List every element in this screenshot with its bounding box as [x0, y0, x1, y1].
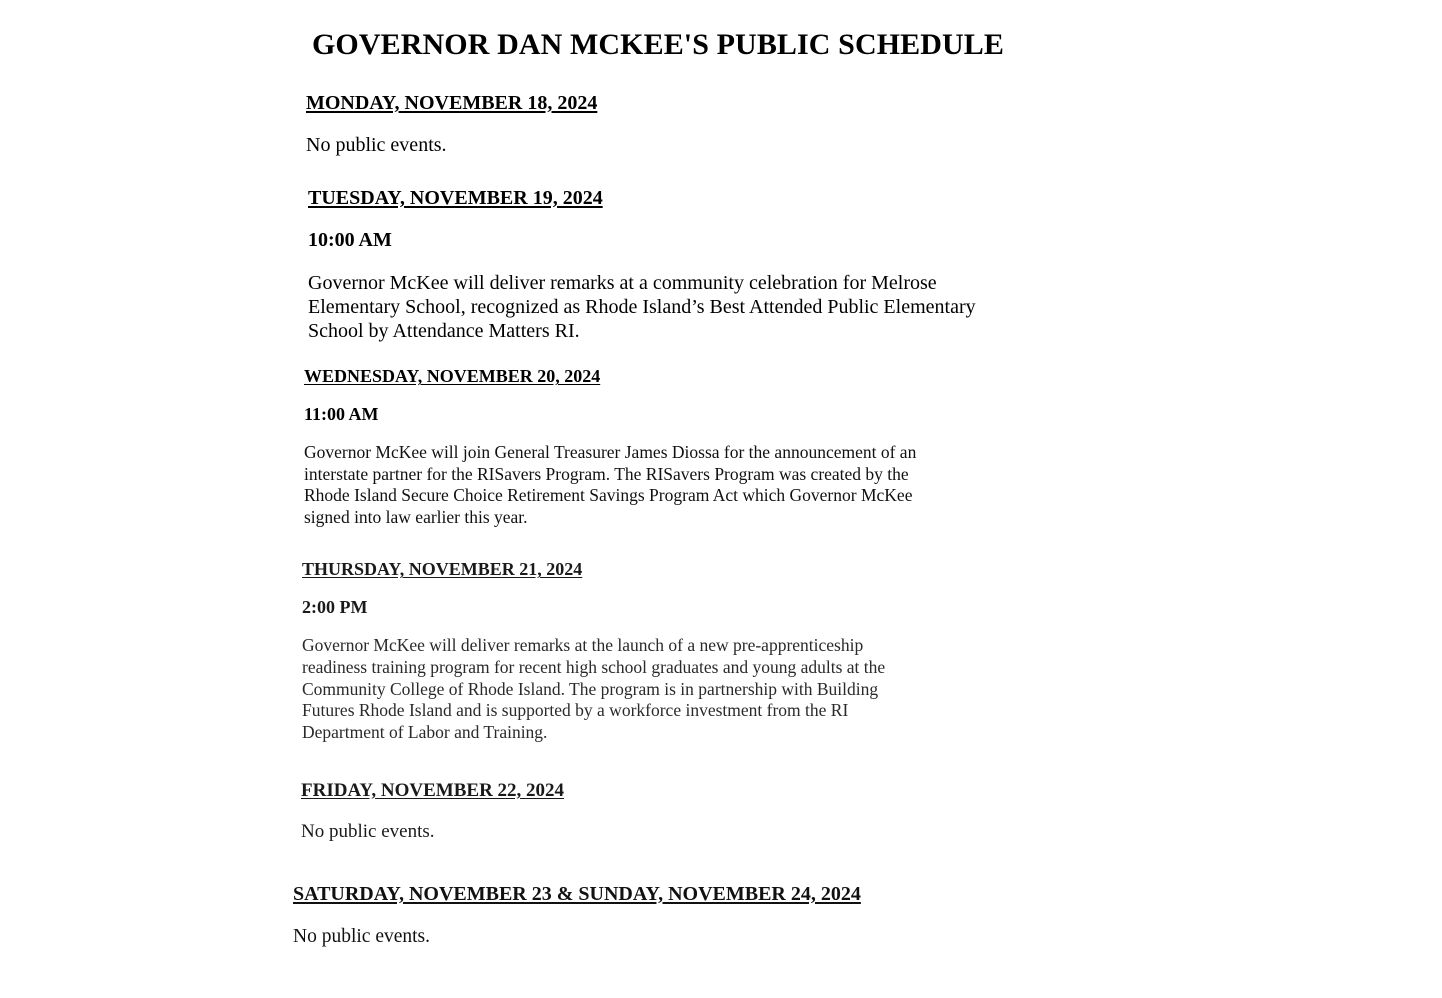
description-line: signed into law earlier this year.: [304, 507, 528, 528]
description-line: Governor McKee will deliver remarks at a community celebration for Melrose: [308, 272, 937, 294]
event-description-thursday: [302, 635, 885, 744]
day-heading-friday: FRIDAY, NOVEMBER 22, 2024: [301, 780, 565, 801]
day-note-weekend: No public events.: [293, 926, 431, 947]
event-description-wednesday: [304, 442, 916, 529]
description-line: interstate partner for the RISavers Program. The RISavers Program was created by the: [304, 463, 909, 484]
description-line: Elementary School, recognized as Rhode Island’s Best Attended Public Elementary: [308, 296, 976, 318]
event-time-wednesday: 11:00 AM: [304, 404, 379, 424]
event-time-tuesday: 10:00 AM: [308, 229, 392, 251]
description-line: readiness training program for recent high school graduates and young adults at the: [302, 656, 886, 677]
description-line: Department of Labor and Training.: [302, 722, 548, 743]
day-heading-wednesday: WEDNESDAY, NOVEMBER 20, 2024: [304, 366, 601, 386]
description-line: Futures Rhode Island and is supported by a workforce investment from the RI: [302, 700, 849, 721]
description-line: Rhode Island Secure Choice Retirement Savings Program Act which Governor McKee: [304, 485, 913, 506]
day-note-friday: No public events.: [301, 821, 435, 842]
event-description-tuesday: [308, 271, 976, 343]
page-title: GOVERNOR DAN MCKEE'S PUBLIC SCHEDULE: [312, 28, 1005, 61]
event-time-thursday: 2:00 PM: [302, 597, 368, 617]
description-line: Governor McKee will join General Treasurer James Diossa for the announcement of an: [304, 442, 917, 462]
day-heading-monday: MONDAY, NOVEMBER 18, 2024: [306, 92, 598, 114]
day-heading-tuesday: TUESDAY, NOVEMBER 19, 2024: [308, 187, 603, 209]
day-note-monday: No public events.: [306, 134, 447, 156]
day-heading-weekend: SATURDAY, NOVEMBER 23 & SUNDAY, NOVEMBER 24, 2024: [293, 883, 861, 905]
description-line: Community College of Rhode Island. The program is in partnership with Building: [302, 678, 879, 699]
description-line: School by Attendance Matters RI.: [308, 320, 580, 342]
day-heading-thursday: THURSDAY, NOVEMBER 21, 2024: [302, 559, 583, 579]
description-line: Governor McKee will deliver remarks at the launch of a new pre-apprenticeship: [302, 635, 864, 655]
